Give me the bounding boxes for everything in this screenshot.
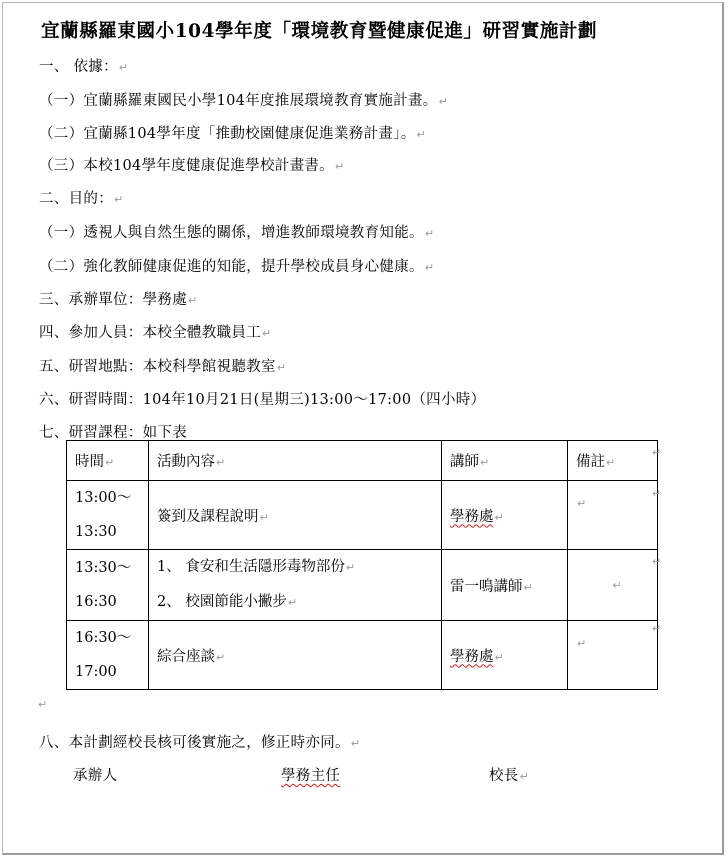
signature-principal: 校長↵ xyxy=(489,768,530,784)
signature-organizer: 承辦人 xyxy=(73,768,118,784)
section-4-participants: 四、參加人員：本校全體教職員工↵ xyxy=(39,325,272,341)
header-time: 時間↵ xyxy=(67,441,149,481)
signature-director: 學務主任 xyxy=(281,768,341,784)
empty-paragraph-mark: ↵ xyxy=(38,698,48,711)
note-cell: ↵ xyxy=(568,621,658,690)
header-content: 活動內容↵ xyxy=(149,441,442,481)
note-cell: ↵ xyxy=(568,550,658,621)
section-3-organizer: 三、承辦單位：學務處↵ xyxy=(39,292,198,308)
time-cell: 16:30～ 17:00 xyxy=(67,621,149,690)
speaker-cell: 學務處↵ xyxy=(442,481,568,550)
time-cell: 13:00～ 13:30 xyxy=(67,481,149,550)
content-cell: 綜合座談↵ xyxy=(149,621,442,690)
table-row xyxy=(67,621,658,690)
row-end-mark: ↵ xyxy=(652,446,662,459)
section-2-heading: 二、目的：↵ xyxy=(39,191,124,207)
page-title: 宜蘭縣羅東國小104學年度「環境教育暨健康促進」研習實施計劃 xyxy=(41,21,598,42)
section-8-approval: 八、本計劃經校長核可後實施之，修正時亦同。↵ xyxy=(39,735,361,751)
section-7-course: 七、研習課程：如下表 xyxy=(39,425,187,441)
section-1-item: （三）本校104學年度健康促進學校計畫書。↵ xyxy=(39,158,345,174)
row-end-mark: ↵ xyxy=(652,555,662,568)
schedule-table xyxy=(66,440,658,690)
section-1-heading: 一、 依據：↵ xyxy=(39,59,129,75)
document-page xyxy=(2,2,724,855)
table-header-row xyxy=(67,441,658,481)
content-cell: 1、 食安和生活隱形毒物部份↵ 2、 校園節能小撇步↵ xyxy=(149,550,442,621)
section-1-item: （一）宜蘭縣羅東國民小學104年度推展環境教育實施計畫。↵ xyxy=(39,93,449,109)
content-cell: 簽到及課程說明↵ xyxy=(149,481,442,550)
row-end-mark: ↵ xyxy=(652,622,662,635)
section-6-time: 六、研習時間：104年10月21日(星期三)13:00～17:00（四小時） xyxy=(39,392,486,408)
time-cell: 13:30～ 16:30 xyxy=(67,550,149,621)
header-note: 備註↵ xyxy=(568,441,658,481)
table-row xyxy=(67,481,658,550)
row-end-mark: ↵ xyxy=(652,487,662,500)
table-row xyxy=(67,550,658,621)
section-1-item: （二）宜蘭縣104學年度「推動校園健康促進業務計畫」。↵ xyxy=(39,126,427,142)
note-cell: ↵ xyxy=(568,481,658,550)
header-speaker: 講師↵ xyxy=(442,441,568,481)
section-2-item: （二）強化教師健康促進的知能，提升學校成員身心健康。↵ xyxy=(39,259,435,275)
speaker-cell: 學務處↵ xyxy=(442,621,568,690)
speaker-cell: 雷一鳴講師↵ xyxy=(442,550,568,621)
section-5-location: 五、研習地點：本校科學館視聽教室↵ xyxy=(39,359,287,375)
section-2-item: （一）透視人與自然生態的關係，增進教師環境教育知能。↵ xyxy=(39,225,435,241)
